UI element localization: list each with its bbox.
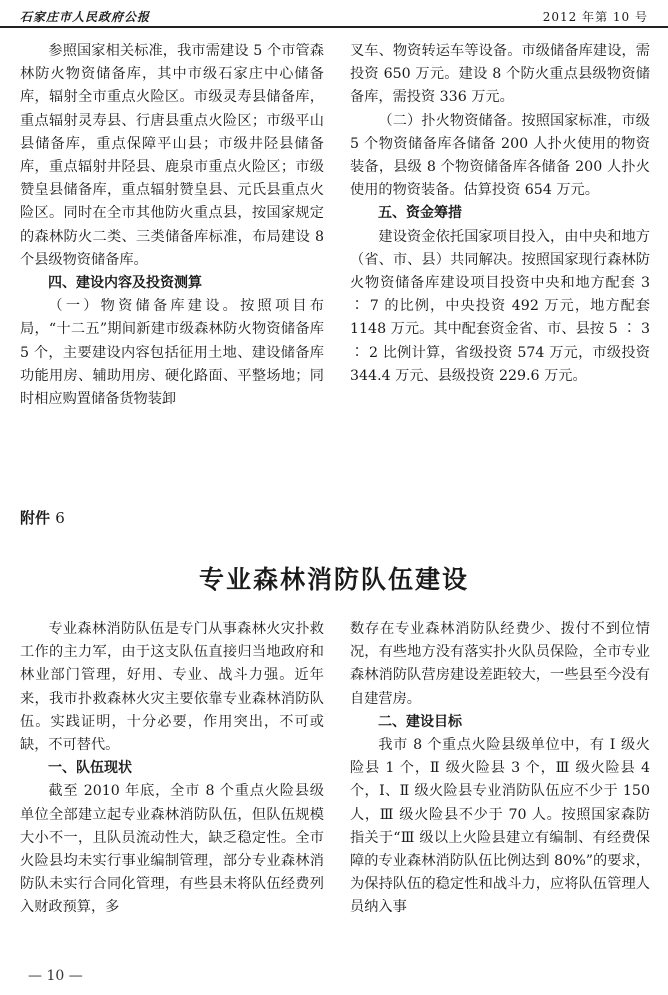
paragraph: 我市 8 个重点火险县级单位中，有 Ⅰ 级火险县 1 个，Ⅱ 级火险县 3 个，Ⅲ 级火险县 4 个，Ⅰ、Ⅱ 级火险县专业消防队伍应不少于 150 人，Ⅲ 级火险县不少于 70 人。按照国家森防指关于“Ⅲ 级以上火险县建立有编制、有经费保障的专业森林消防队伍比例达到 80%”的要求，为保持队伍的稳定性和战斗力，应将队伍管理人员纳入事	[350, 737, 650, 916]
attachment-number: 6	[55, 509, 65, 527]
section-heading: 五、资金筹措	[378, 205, 462, 222]
page-number: — 10 —	[28, 968, 83, 984]
section-heading: 二、建设目标	[378, 713, 462, 730]
upper-right-column	[350, 40, 650, 388]
document-title: 专业森林消防队伍建设	[198, 565, 469, 594]
paragraph: （一）物资储备库建设。按照项目布局，“十二五”期间新建市级森林防火物资储备库 5 个，主要建设内容包括征用土地、建设储备库功能用房、辅助用房、硬化路面、平整场地；同时相应购置储备货物装卸	[20, 298, 324, 408]
issue-number: 2012 年第 10 号	[542, 10, 648, 24]
publication-name: 石家庄市人民政府公报	[20, 10, 151, 24]
attachment-label	[20, 507, 65, 528]
section-heading: 四、建设内容及投资测算	[48, 275, 202, 292]
paragraph: （二）扑火物资储备。按照国家标准，市级 5 个物资储备库各储备 200 人扑火使用的物资装备，县级 8 个物资储备库各储备 200 人扑火使用的物资装备。估算投资 654 万元。	[350, 112, 650, 199]
page-header	[0, 0, 668, 30]
upper-left-column	[20, 40, 324, 411]
lower-left-column	[20, 618, 324, 920]
paragraph: 参照国家相关标准，我市需建设 5 个市管森林防火物资储备库，其中市级石家庄中心储备库，辐射全市重点火险区。市级灵寿县储备库，重点辐射灵寿县、行唐县重点火险区；市级平山县储备库，重点保障平山县；市级井陉县储备库，重点辐射井陉县、鹿泉市重点火险区；市级赞皇县储备库，重点辐射赞皇县、元氏县重点火险区。同时在全市其他防火重点县，按国家规定的森林防火二类、三类储备库标准，布局建设 8 个县级物资储备库。	[20, 43, 324, 268]
lower-right-column	[350, 618, 650, 920]
header-divider	[0, 26, 668, 28]
paragraph: 数存在专业森林消防队经费少、拨付不到位情况，有些地方没有落实扑火队员保险，全市专业森林消防队营房建设差距较大，一些县至今没有自建营房。	[350, 621, 650, 707]
paragraph: 截至 2010 年底，全市 8 个重点火险县级单位全部建立起专业森林消防队伍，但队伍规模大小不一，且队员流动性大，缺乏稳定性。全市火险县均未实行事业编制管理，部分专业森林消防队未实行合同化管理，有些县未将队伍经费列入财政预算，多	[20, 783, 324, 916]
attachment-word: 附件	[20, 509, 51, 527]
paragraph: 建设资金依托国家项目投入，由中央和地方（省、市、县）共同解决。按照国家现行森林防火物资储备库建设项目投资中央和地方配套 3 ∶ 7 的比例，中央投资 492 万元，地方配套 1148 万元。其中配套资金省、市、县按 5 ∶ 3 ∶ 2 比例计算，省级投资 574 万元，市级投资 344.4 万元、县级投资 229.6 万元。	[350, 228, 650, 384]
paragraph: 专业森林消防队伍是专门从事森林火灾扑救工作的主力军，由于这支队伍直接归当地政府和林业部门管理，好用、专业、战斗力强。近年来，我市扑救森林火灾主要依靠专业森林消防队伍。实践证明，十分必要，作用突出，不可或缺，不可替代。	[20, 621, 324, 754]
paragraph: 叉车、物资转运车等设备。市级储备库建设，需投资 650 万元。建设 8 个防火重点县级物资储备库，需投资 336 万元。	[350, 43, 650, 106]
section-heading: 一、队伍现状	[48, 760, 132, 777]
